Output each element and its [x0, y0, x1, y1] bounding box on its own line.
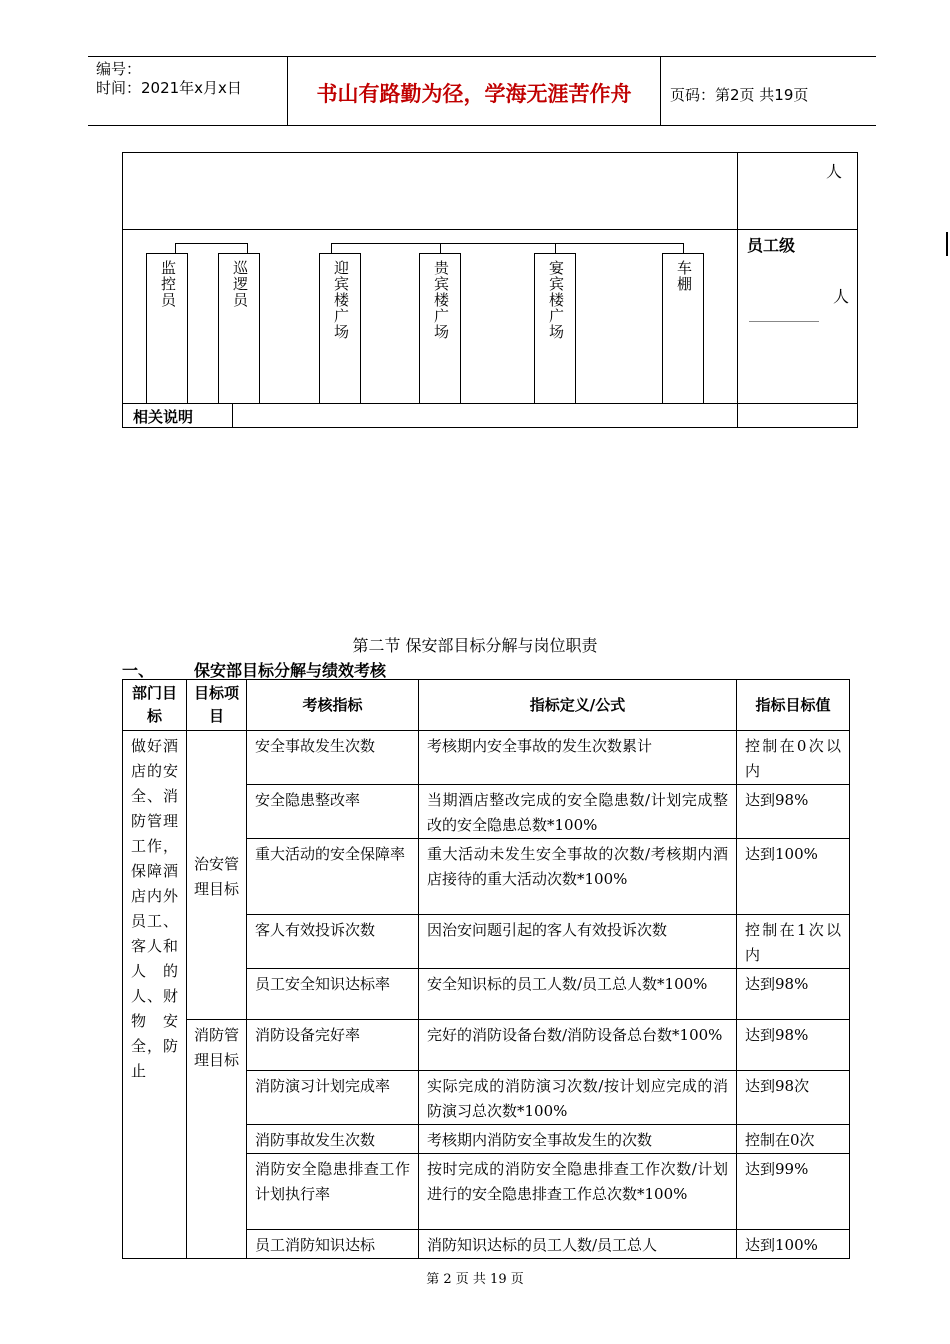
- connector: [440, 243, 441, 253]
- definition-cell: 按时完成的消防安全隐患排查工作次数/计划进行的安全隐患排查工作总次数*100%: [419, 1154, 737, 1230]
- metric-cell: 消防事故发生次数: [247, 1125, 419, 1154]
- goal-item-fire: 消防管理目标: [187, 1020, 247, 1259]
- target-cell: 达到98%: [737, 969, 850, 1020]
- target-cell: 控制在0次: [737, 1125, 850, 1154]
- header-metric: 考核指标: [247, 680, 419, 731]
- metric-cell: 安全隐患整改率: [247, 785, 419, 839]
- table-header-row: [123, 680, 850, 731]
- box-patrol: [218, 253, 260, 403]
- definition-cell: 完好的消防设备台数/消防设备总台数*100%: [419, 1020, 737, 1071]
- connector: [683, 243, 684, 253]
- connector-right-group: [331, 243, 683, 244]
- target-cell: 达到100%: [737, 839, 850, 915]
- header-divider-right: [660, 56, 661, 126]
- connector-left-group: [175, 243, 247, 244]
- goal-item-security: 治安管理目标: [187, 731, 247, 1020]
- metric-cell: 消防设备完好率: [247, 1020, 419, 1071]
- dept-goal-cell: 做好酒店的安全、消防管理工作，保障酒店内外员工、客人和人的人、财物安全，防止: [123, 731, 187, 1259]
- box-label: 巡逻员: [231, 260, 249, 308]
- connector: [247, 243, 248, 253]
- definition-cell: 消防知识达标的员工人数/员工总人: [419, 1230, 737, 1259]
- box-label: 宴宾楼广场: [547, 260, 565, 340]
- number-label: 编号：: [96, 60, 142, 78]
- connector: [175, 243, 176, 253]
- header-dept-goal: 部门目标: [123, 680, 187, 731]
- connector: [555, 243, 556, 253]
- table-row: [123, 731, 850, 785]
- margin-mark: [946, 232, 948, 256]
- box-label: 监控员: [159, 260, 177, 308]
- box-vip-plaza: [419, 253, 461, 403]
- target-cell: 达到98%: [737, 785, 850, 839]
- target-cell: 控制在0次以内: [737, 731, 850, 785]
- org-notes-col-divider: [232, 403, 233, 427]
- definition-cell: 实际完成的消防演习次数/按计划应完成的消防演习总次数*100%: [419, 1071, 737, 1125]
- target-cell: 控制在1次以内: [737, 915, 850, 969]
- footer-page-number: 第 2 页 共 19 页: [426, 1272, 524, 1287]
- target-cell: 达到98%: [737, 1020, 850, 1071]
- kpi-table: [122, 679, 850, 1259]
- metric-cell: 消防演习计划完成率: [247, 1071, 419, 1125]
- time-label: 时间：2021年x月x日: [96, 79, 242, 97]
- header-definition: 指标定义/公式: [419, 680, 737, 731]
- staff-person-text: 人: [833, 287, 850, 306]
- org-row-divider: [123, 229, 857, 230]
- header-top-rule: [88, 56, 876, 57]
- definition-cell: 安全知识标的员工人数/员工总人数*100%: [419, 969, 737, 1020]
- target-cell: 达到99%: [737, 1154, 850, 1230]
- box-label: 车棚: [675, 260, 693, 292]
- header-motto: 书山有路勤为径，学海无涯苦作舟: [316, 82, 632, 106]
- header-page-label: 页码：第2页 共19页: [670, 86, 809, 104]
- metric-cell: 客人有效投诉次数: [247, 915, 419, 969]
- box-label: 迎宾楼广场: [332, 260, 350, 340]
- box-welcome-plaza: [319, 253, 361, 403]
- definition-cell: 考核期内安全事故的发生次数累计: [419, 731, 737, 785]
- subtitle-number: 一、: [122, 661, 155, 680]
- org-col-divider: [737, 153, 738, 427]
- target-cell: 达到98次: [737, 1071, 850, 1125]
- org-notes-divider: [123, 403, 857, 404]
- header-target: 指标目标值: [737, 680, 850, 731]
- box-monitor: [146, 253, 188, 403]
- notes-label: 相关说明: [133, 408, 194, 426]
- connector: [331, 243, 332, 253]
- box-banquet-plaza: [534, 253, 576, 403]
- box-label: 贵宾楼广场: [432, 260, 450, 340]
- metric-cell: 员工安全知识达标率: [247, 969, 419, 1020]
- staff-underline: [749, 321, 819, 322]
- header-goal-item: 目标项目: [187, 680, 247, 731]
- box-carport: [662, 253, 704, 403]
- metric-cell: 重大活动的安全保障率: [247, 839, 419, 915]
- definition-cell: 重大活动未发生安全事故的次数/考核期内酒店接待的重大活动次数*100%: [419, 839, 737, 915]
- subtitle-text: 保安部目标分解与绩效考核: [194, 661, 387, 680]
- metric-cell: 安全事故发生次数: [247, 731, 419, 785]
- section-title: 第二节 保安部目标分解与岗位职责: [352, 636, 598, 655]
- header-meta: [96, 60, 242, 98]
- staff-level-label: 员工级: [747, 236, 796, 255]
- metric-cell: 员工消防知识达标: [247, 1230, 419, 1259]
- table-row: [123, 1020, 850, 1071]
- metric-cell: 消防安全隐患排查工作计划执行率: [247, 1154, 419, 1230]
- org-chart-table: [122, 152, 858, 428]
- target-cell: 达到100%: [737, 1230, 850, 1259]
- definition-cell: 考核期内消防安全事故发生的次数: [419, 1125, 737, 1154]
- section-subtitle: [122, 658, 386, 681]
- definition-cell: 当期酒店整改完成的安全隐患数/计划完成整改的安全隐患总数*100%: [419, 785, 737, 839]
- header-bottom-rule: [88, 125, 876, 126]
- org-top-right-text: 人: [826, 162, 843, 181]
- definition-cell: 因治安问题引起的客人有效投诉次数: [419, 915, 737, 969]
